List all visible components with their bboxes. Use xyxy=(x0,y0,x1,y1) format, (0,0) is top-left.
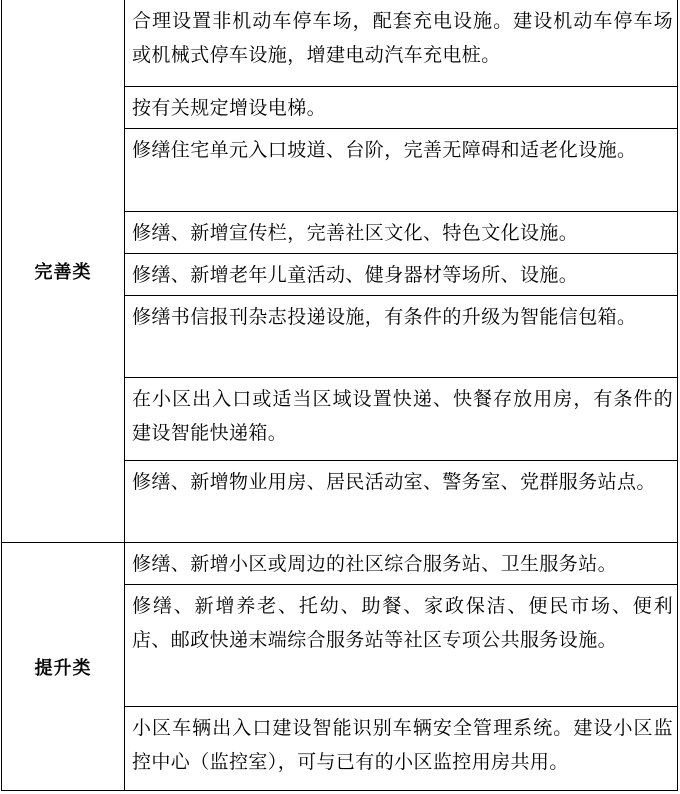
category-label-wanshan: 完善类 xyxy=(34,262,92,283)
category-cell-wanshan xyxy=(2,0,125,543)
table-row: 小区车辆出入口建设智能识别车辆安全管理系统。建设小区监控中心（监控室），可与已有的小区监控用房共用。 xyxy=(132,717,673,773)
table-row: 在小区出入口或适当区域设置快递、快餐存放用房，有条件的建设智能快递箱。 xyxy=(125,378,677,461)
table-row: 修缮、新增老年儿童活动、健身器材等场所、设施。 xyxy=(125,254,677,296)
category-cell-tisheng xyxy=(2,543,125,790)
category-label-tisheng: 提升类 xyxy=(34,657,92,679)
table-row: 修缮、新增宣传栏，完善社区文化、特色文化设施。 xyxy=(125,212,677,254)
facility-table xyxy=(1,0,678,791)
table-row: 修缮住宅单元入口坡道、台阶，完善无障碍和适老化设施。 xyxy=(125,129,677,212)
table-row: 合理设置非机动车停车场，配套充电设施。建设机动车停车场或机械式停车设施，增建电动汽车充电桩。 xyxy=(125,0,677,87)
table-row: 修缮、新增小区或周边的社区综合服务站、卫生服务站。 xyxy=(125,543,677,585)
table-row: 按有关规定增设电梯。 xyxy=(125,87,677,129)
table-row: 修缮、新增物业用房、居民活动室、警务室、党群服务站点。 xyxy=(125,461,677,543)
table-row: 修缮、新增养老、托幼、助餐、家政保洁、便民市场、便利店、邮政快递末端综合服务站等社区专项公共服务设施。 xyxy=(125,585,677,707)
table-row: 修缮书信报刊杂志投递设施，有条件的升级为智能信包箱。 xyxy=(125,296,677,378)
